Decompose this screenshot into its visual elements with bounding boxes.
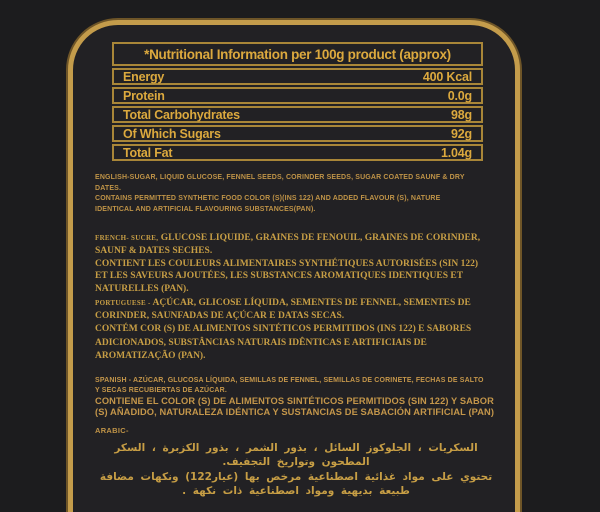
row-value: 1.04g: [441, 145, 472, 160]
ingredients-spanish: [95, 376, 501, 418]
row-value: 0.0g: [447, 88, 472, 103]
language-label-arabic: ARABIC-: [95, 426, 129, 435]
text-line: CONTIENE EL COLOR (S) DE ALIMENTOS SINTÉTICOS PERMITIDOS (SIN 122) Y SABOR: [95, 396, 494, 406]
text-line: IDENTICAL AND ARTIFICIAL FLAVOURING SUBSTANCES(PAN).: [95, 205, 316, 213]
language-label: FRENCH- SUCRE,: [95, 234, 159, 242]
text-line: ENGLISH-SUGAR, LIQUID GLUCOSE, FENNEL SEEDS, CORINDER SEEDS, SUGAR COATED SAUNF & DRY: [95, 174, 465, 181]
text-line: SPANISH - AZÚCAR, GLUCOSA LÍQUIDA, SEMILLAS DE FENNEL, SEMILLAS DE CORINETE, FECHAS DE SALTO: [95, 377, 484, 384]
row-label: Total Carbohydrates: [123, 107, 240, 122]
text-line: CORINDER, SAUNFADAS DE AÇÚCAR E DATAS SECAS.: [95, 311, 345, 322]
row-label: Energy: [123, 69, 165, 84]
row-label: Protein: [123, 88, 165, 103]
table-row: [112, 144, 483, 161]
text-line: AROMATIZAÇÃO (PAN).: [95, 350, 206, 361]
text-line: السكريات ، الجلوكوز السائل ، بذور الشمر ، بذور الكزبرة ، السكر: [114, 442, 478, 454]
text-line: AÇÚCAR, GLICOSE LÍQUIDA, SEMENTES DE FENNEL, SEMENTES DE: [152, 298, 471, 308]
text-line: NATURELLES (PAN).: [95, 284, 189, 295]
text-line: [95, 232, 501, 245]
text-line: DATES.: [95, 184, 122, 192]
row-value: 98g: [451, 107, 472, 122]
text-line: CONTÉM COR (S) DE ALIMENTOS SINTÉTICOS PERMITIDOS (INS 122) E SABORES: [95, 324, 472, 335]
text-line: [95, 297, 501, 310]
nutrition-table-header: *Nutritional Information per 100g product (approx): [112, 42, 483, 66]
table-row: [112, 125, 483, 142]
row-label: Total Fat: [123, 145, 173, 160]
text-line: GLUCOSE LIQUIDE, GRAINES DE FENOUIL, GRAINES DE CORINDER,: [160, 233, 481, 243]
text-line: المطحون وتواريخ التجفيف.: [222, 456, 370, 469]
table-row: [112, 68, 483, 85]
text-line: (S) AÑADIDO, NATURALEZA IDÉNTICA Y SUSTANCIAS DE SABACIÓN ARTIFICIAL (PAN): [95, 407, 495, 418]
row-value: 92g: [451, 126, 472, 141]
text-line: ET LES SAVEURS AJOUTÉES, LES SUBSTANCES AROMATIQUES IDENTIQUES ET: [95, 271, 464, 282]
ingredients-english: [95, 173, 501, 215]
row-label: Of Which Sugars: [123, 126, 221, 141]
ingredients-portuguese: [95, 297, 501, 363]
ingredients-arabic: [95, 441, 497, 499]
text-line: تحتوي على مواد غذائية اصطناعية مرخص بها (عيار122) ونكهات مضافة: [99, 470, 493, 483]
table-row: [112, 87, 483, 104]
row-value: 400 Kcal: [422, 69, 472, 84]
text-line: SAUNF & DATES SECHES.: [95, 245, 213, 256]
text-line: Y SECAS RECUBIERTAS DE AZÚCAR.: [95, 387, 227, 394]
text-line: طبيعة بديهية ومواد اصطناعية ذات نكهة .: [182, 485, 410, 498]
table-row: [112, 106, 483, 123]
nutrition-table: [112, 42, 483, 161]
ingredients-french: [95, 232, 501, 296]
text-line: ADICIONADOS, SUBSTÂNCIAS NATURAIS IDÊNTICAS E ARTIFICIAIS DE: [95, 337, 427, 348]
text-line: CONTAINS PERMITTED SYNTHETIC FOOD COLOR (S)(INS 122) AND ADDED FLAVOUR (S), NATURE: [95, 195, 441, 202]
text-line: CONTIENT LES COULEURS ALIMENTAIRES SYNTHÉTIQUES AUTORISÉES (SIN 122): [95, 258, 479, 269]
language-label: PORTUGUESE -: [95, 299, 151, 307]
